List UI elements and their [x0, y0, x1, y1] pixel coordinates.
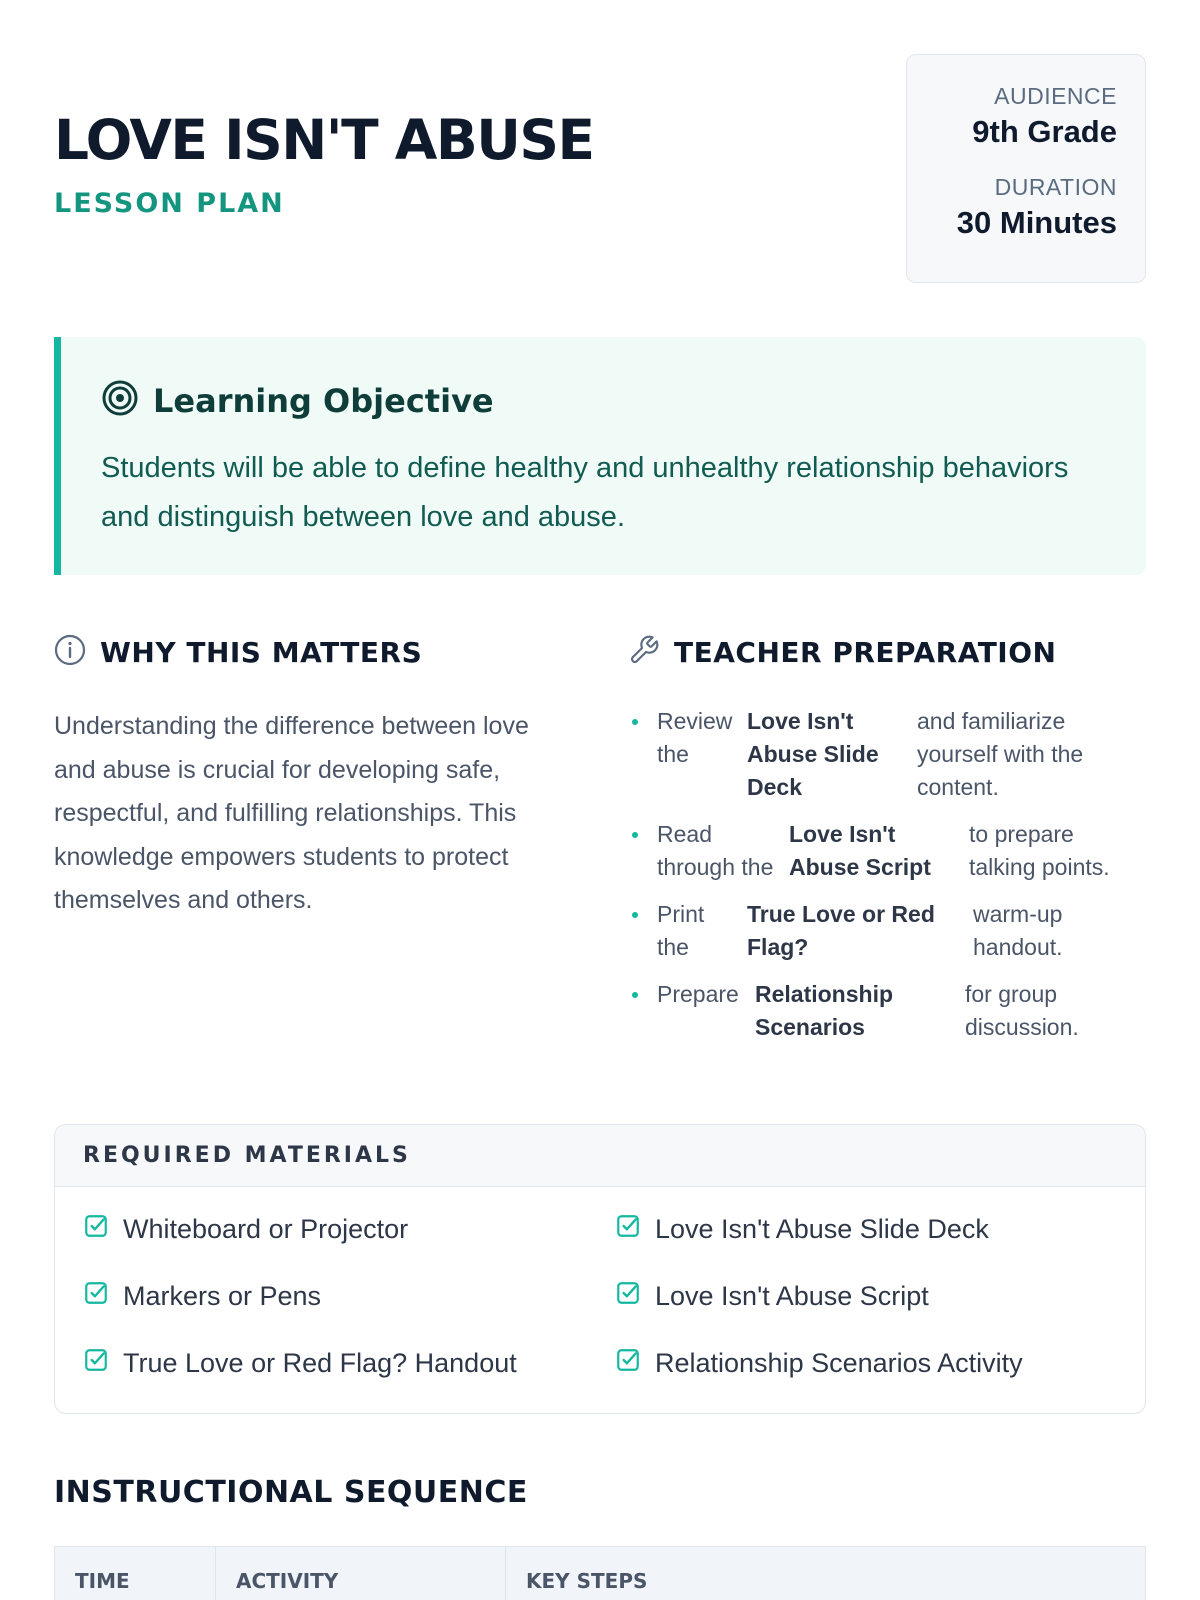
prep-item-tail: to prepare talking points. — [969, 821, 1110, 880]
material-label: Love Isn't Abuse Script — [655, 1281, 929, 1311]
prep-item-lead: Read through the — [657, 821, 774, 880]
why-this-matters-section — [54, 634, 574, 923]
column-header-activity: ACTIVITY — [216, 1547, 506, 1600]
list-item — [628, 978, 1146, 1044]
lesson-plan-page — [54, 0, 1146, 1600]
audience-value: 9th Grade — [972, 114, 1117, 149]
meta-card — [906, 54, 1146, 283]
list-item — [615, 1347, 1115, 1380]
page-subtitle: LESSON PLAN — [54, 188, 285, 219]
prep-item-tail: warm-up handout. — [973, 901, 1063, 960]
audience-label: AUDIENCE — [994, 83, 1117, 109]
duration-value: 30 Minutes — [956, 205, 1117, 240]
teacher-preparation-section — [628, 634, 1146, 1058]
list-item — [628, 705, 1146, 804]
checkbox-icon — [83, 1347, 109, 1380]
learning-objective-panel — [54, 337, 1146, 575]
checkbox-icon — [615, 1280, 641, 1313]
prep-item-lead: Prepare — [657, 981, 739, 1007]
duration-label: DURATION — [994, 174, 1117, 200]
info-icon — [54, 634, 86, 671]
prep-item-tail: for group discussion. — [965, 981, 1079, 1040]
prep-title: TEACHER PREPARATION — [674, 636, 1057, 669]
material-label: Markers or Pens — [123, 1281, 322, 1311]
material-label: Love Isn't Abuse Slide Deck — [655, 1214, 989, 1244]
prep-list — [628, 705, 1146, 1044]
wrench-icon — [628, 634, 660, 671]
material-label: Whiteboard or Projector — [123, 1214, 409, 1244]
page-title: LOVE ISN'T ABUSE — [54, 108, 594, 172]
list-item — [83, 1347, 615, 1380]
checkbox-icon — [615, 1347, 641, 1380]
list-item — [628, 898, 1146, 964]
list-item — [628, 818, 1146, 884]
required-materials-panel — [54, 1124, 1146, 1414]
sequence-title: INSTRUCTIONAL SEQUENCE — [54, 1475, 528, 1510]
prep-item-resource: True Love or Red Flag? — [747, 901, 935, 960]
prep-item-lead: Print the — [657, 901, 705, 960]
prep-item-resource: Love Isn't Abuse Slide Deck — [747, 708, 879, 800]
list-item — [83, 1280, 615, 1313]
checkbox-icon — [615, 1213, 641, 1246]
list-item — [83, 1213, 615, 1246]
prep-item-lead: Review the — [657, 708, 733, 767]
list-item — [615, 1213, 1115, 1246]
target-icon — [101, 379, 139, 422]
materials-grid — [83, 1213, 1123, 1380]
prep-item-resource: Love Isn't Abuse Script — [789, 821, 931, 880]
checkbox-icon — [83, 1280, 109, 1313]
prep-item-tail: and familiarize yourself with the content. — [917, 708, 1084, 800]
why-text: Understanding the difference between love and abuse is crucial for developing safe, respectful, and fulfilling relationships. This knowledge empowers students to protect themselves and others. — [54, 712, 529, 914]
objective-title: Learning Objective — [153, 381, 494, 420]
objective-text: Students will be able to define healthy and unhealthy relationship behaviors and distinguish between love and abuse. — [101, 452, 1069, 533]
column-header-time: TIME — [55, 1547, 216, 1600]
checkbox-icon — [83, 1213, 109, 1246]
materials-title: REQUIRED MATERIALS — [55, 1125, 1145, 1187]
prep-item-resource: Relationship Scenarios — [755, 981, 894, 1040]
why-title: WHY THIS MATTERS — [100, 636, 423, 669]
column-header-key-steps: KEY STEPS — [526, 1569, 648, 1593]
material-label: True Love or Red Flag? Handout — [123, 1348, 517, 1378]
sequence-table-header — [54, 1546, 1146, 1600]
material-label: Relationship Scenarios Activity — [655, 1348, 1023, 1378]
list-item — [615, 1280, 1115, 1313]
